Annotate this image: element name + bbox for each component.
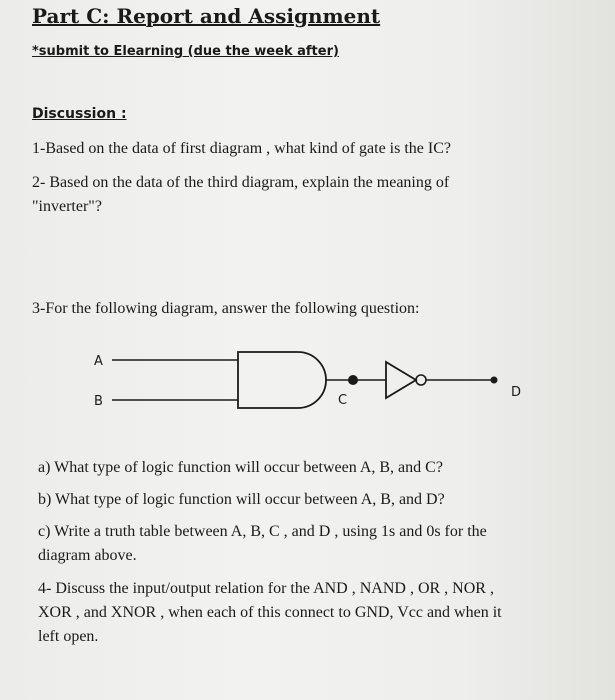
question-4-line-1: 4- Discuss the input/output relation for the AND , NAND , OR , NOR , [38,580,494,597]
and-gate [238,352,326,408]
label-d: D [511,385,522,400]
question-4-line-2: XOR , and XNOR , when each of this connect to GND, Vcc and when it [38,604,502,621]
question-1: 1-Based on the data of first diagram , what kind of gate is the IC? [32,140,451,157]
page-title: Part C: Report and Assignment [32,4,381,28]
node-d-dot [491,377,498,384]
question-3: 3-For the following diagram, answer the following question: [32,300,420,317]
node-c-dot [348,375,358,385]
subquestion-c-line-2: diagram above. [38,547,137,564]
not-gate [386,362,416,398]
question-2-line-1: 2- Based on the data of the third diagram, explain the meaning of [32,174,450,191]
subquestion-c-line-1: c) Write a truth table between A, B, C , and D , using 1s and 0s for the [38,523,487,540]
subquestion-a: a) What type of logic function will occur between A, B, and C? [38,459,443,476]
question-2-line-2: "inverter"? [32,198,102,215]
question-4-line-3: left open. [38,628,99,645]
label-b: B [94,394,103,409]
label-c: C [338,393,348,408]
logic-circuit-diagram [70,340,540,420]
subquestion-b: b) What type of logic function will occur between A, B, and D? [38,491,445,508]
label-a: A [94,354,103,369]
submit-note: *submit to Elearning (due the week after) [32,44,339,59]
discussion-heading: Discussion : [32,106,127,122]
